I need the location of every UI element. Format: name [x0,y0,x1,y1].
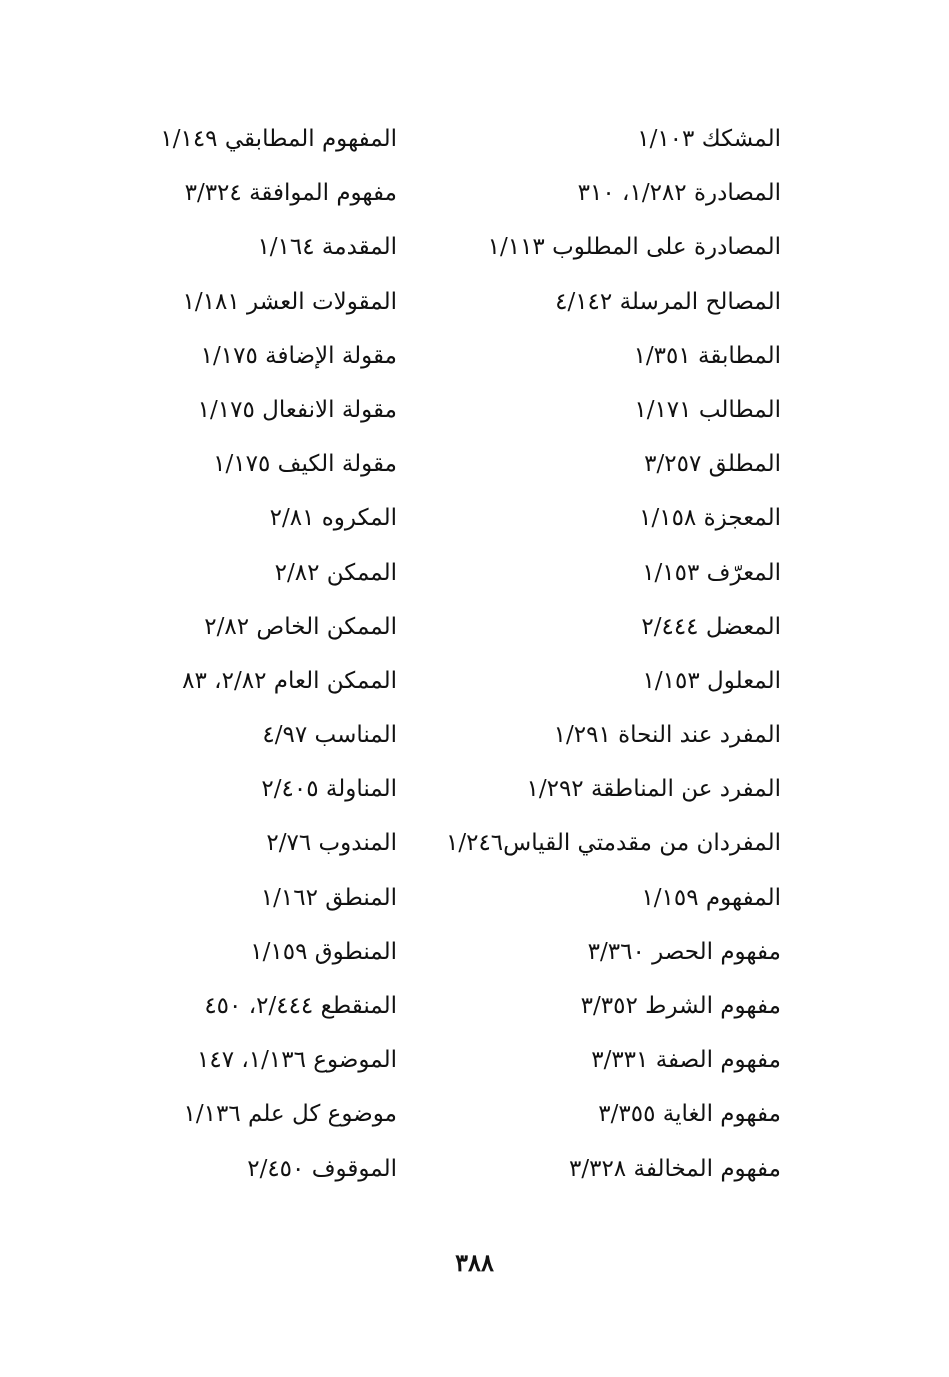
index-entry: الموقوف ٢/٤٥٠ [247,1155,397,1182]
index-entry: مفهوم الصفة ٣/٣٣١ [591,1047,781,1074]
index-entry: المعرّف ١/١٥٣ [642,559,781,586]
index-entry: الممكن العام ٢/٨٢، ٨٣ [182,667,397,694]
index-entry: المنطق ١/١٦٢ [260,884,397,911]
index-entry: مفهوم المخالفة ٣/٣٢٨ [569,1155,781,1182]
index-entry: المصادرة ١/٢٨٢، ٣١٠ [577,180,781,207]
index-entry: المشكك ١/١٠٣ [637,126,781,152]
index-entry: المنقطع ٢/٤٤٤، ٤٥٠ [204,993,397,1019]
index-entry: المناسب ٤/٩٧ [262,722,397,749]
index-entry: مفهوم الشرط ٣/٣٥٢ [580,993,781,1019]
index-entry: المنطوق ١/١٥٩ [250,938,397,965]
index-entry: مفهوم الموافقة ٣/٣٢٤ [184,180,397,207]
index-entry: المعجزة ١/١٥٨ [639,505,781,532]
index-entry: المقدمة ١/١٦٤ [257,234,397,261]
index-entry: الممكن الخاص ٢/٨٢ [204,613,397,640]
index-entry: مفهوم الحصر ٣/٣٦٠ [587,938,781,965]
index-entry: المطلق ٣/٢٥٧ [644,451,781,478]
index-column-right [401,112,781,1196]
index-entry: المصادرة على المطلوب ١/١١٣ [487,234,781,261]
index-entry: مقولة الكيف ١/١٧٥ [213,451,397,478]
index-entry: الممكن ٢/٨٢ [274,559,397,586]
index-entry: المعلول ١/١٥٣ [642,667,781,694]
index-entry: المندوب ٢/٧٦ [266,830,397,857]
index-entry: مقولة الانفعال ١/١٧٥ [197,396,397,423]
index-entry: المفردان من مقدمتي القياس١/٢٤٦ [446,830,781,857]
index-entry: المطابقة ١/٣٥١ [633,342,781,369]
index-entry: المفرد عند النحاة ١/٢٩١ [553,722,781,749]
page-number: ٣٨٨ [455,1248,494,1277]
index-entry: مقولة الإضافة ١/١٧٥ [200,342,397,369]
index-entry: المطالب ١/١٧١ [634,396,781,423]
index-entry: المفهوم ١/١٥٩ [641,884,781,911]
index-entry: المقولات العشر ١/١٨١ [182,288,397,315]
index-entry: المعضل ٢/٤٤٤ [641,613,781,640]
index-entry: المفرد عن المناطقة ١/٢٩٢ [526,776,781,803]
index-entry: المفهوم المطابقي ١/١٤٩ [160,126,397,152]
index-column-left [97,112,397,1196]
index-entry: مفهوم الغاية ٣/٣٥٥ [598,1101,781,1128]
index-entry: الموضوع ١/١٣٦، ١٤٧ [197,1047,397,1074]
index-entry: موضوع كل علم ١/١٣٦ [183,1101,397,1128]
index-entry: المناولة ٢/٤٠٥ [261,776,397,803]
index-entry: المكروه ٢/٨١ [269,505,397,532]
index-entry: المصالح المرسلة ٤/١٤٢ [555,288,781,315]
